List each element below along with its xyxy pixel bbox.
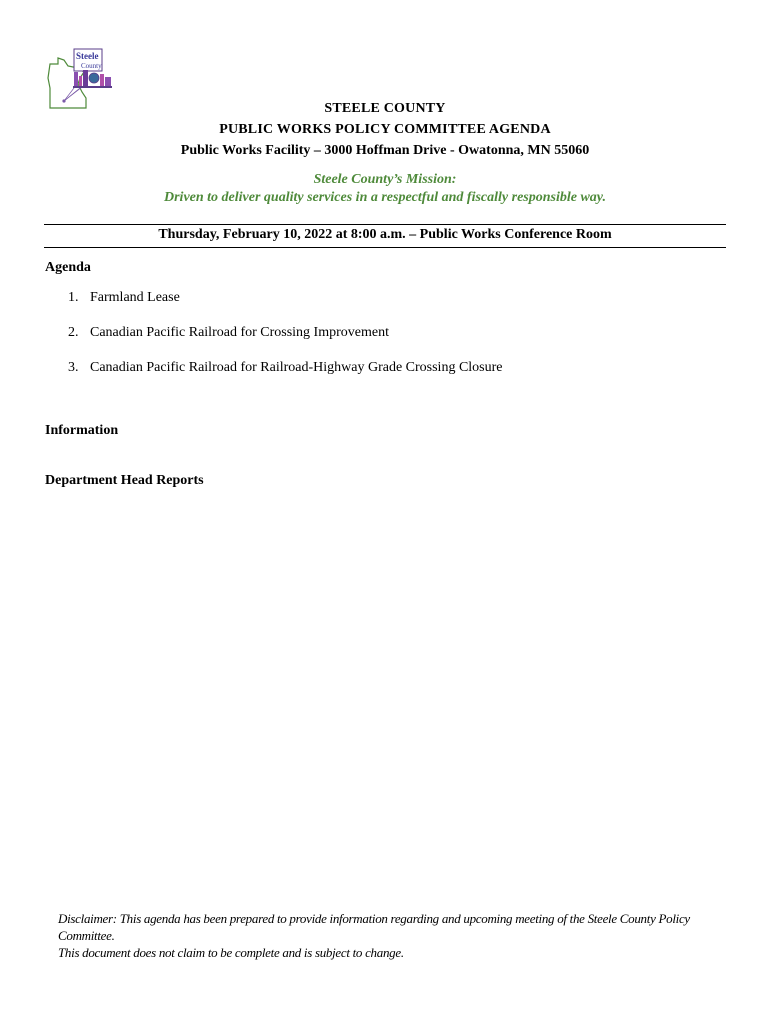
- mission-statement: Driven to deliver quality services in a respectful and fiscally responsible way.: [164, 190, 606, 205]
- disclaimer-line-1: Disclaimer: This agenda has been prepared to provide information regarding and upcoming meeting of the Steele County Policy Committee.: [58, 911, 690, 943]
- agenda-item-text: Canadian Pacific Railroad for Crossing Improvement: [90, 325, 389, 340]
- department-head-reports-heading: Department Head Reports: [45, 473, 204, 488]
- agenda-item-text: Canadian Pacific Railroad for Railroad-Highway Grade Crossing Closure: [90, 360, 503, 375]
- agenda-list: [68, 289, 503, 394]
- agenda-item: [68, 359, 503, 394]
- agenda-item-number: 3.: [68, 360, 79, 375]
- information-heading: Information: [45, 423, 119, 438]
- disclaimer: [58, 910, 738, 961]
- mission-title: Steele County’s Mission:: [313, 172, 457, 187]
- logo-text-county: County: [81, 62, 102, 70]
- agenda-heading: Agenda: [45, 260, 91, 275]
- divider-bottom: [44, 247, 726, 248]
- facility-address: Public Works Facility – 3000 Hoffman Drive - Owatonna, MN 55060: [180, 143, 590, 158]
- meeting-datetime-location: Thursday, February 10, 2022 at 8:00 a.m. – Public Works Conference Room: [158, 227, 612, 242]
- county-name-heading: STEELE COUNTY: [324, 101, 446, 116]
- agenda-item-number: 2.: [68, 325, 79, 340]
- divider-top: [44, 224, 726, 225]
- agenda-item-number: 1.: [68, 290, 79, 305]
- agenda-item: [68, 324, 503, 359]
- agenda-title-heading: PUBLIC WORKS POLICY COMMITTEE AGENDA: [219, 122, 551, 137]
- agenda-item: [68, 289, 503, 324]
- logo-text-steele: Steele: [76, 51, 99, 61]
- disclaimer-line-2: This document does not claim to be complete and is subject to change.: [58, 945, 404, 960]
- agenda-item-text: Farmland Lease: [90, 290, 180, 305]
